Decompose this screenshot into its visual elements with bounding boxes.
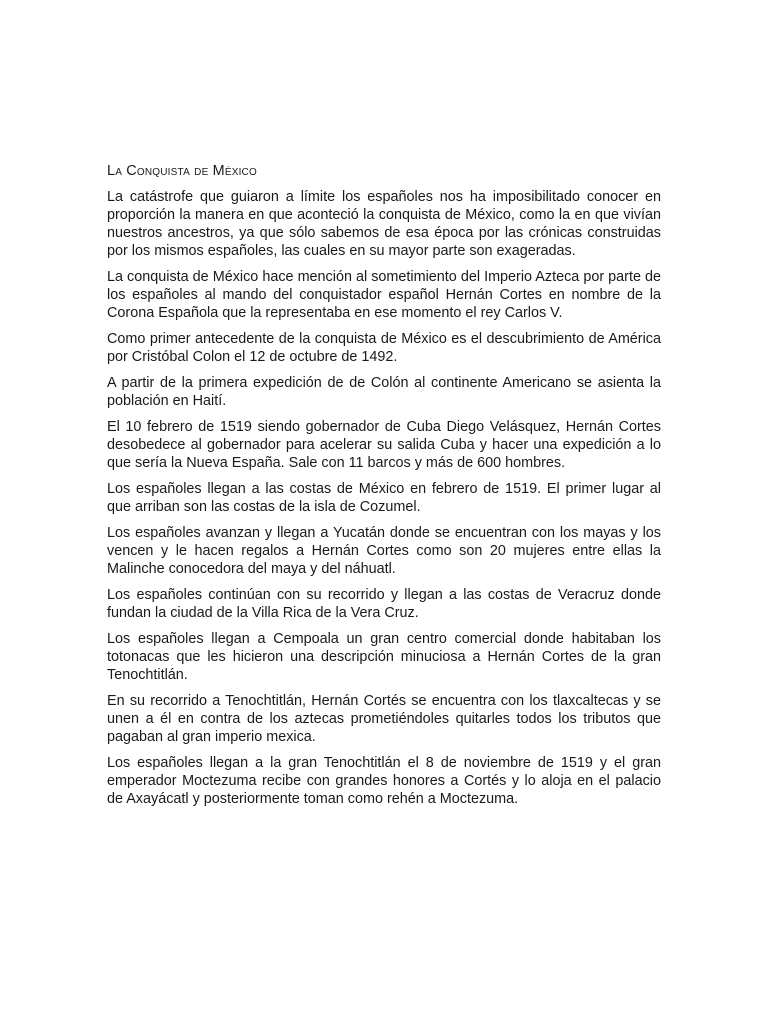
paragraph-7: Los españoles avanzan y llegan a Yucatán donde se encuentran con los mayas y los vencen y le hacen regalos a Hernán Cortes como son 20 mujeres entre ellas la Malinche conocedora del maya y del náhuatl.: [107, 525, 661, 577]
paragraph-6: Los españoles llegan a las costas de México en febrero de 1519. El primer lugar al que arriban son las costas de la isla de Cozumel.: [107, 481, 661, 515]
paragraph-5: El 10 febrero de 1519 siendo gobernador de Cuba Diego Velásquez, Hernán Cortes desobedece al gobernador para acelerar su salida Cuba y hacer una expedición a lo que sería la Nueva España. Sale con 11 barcos y más de 600 hombres.: [107, 419, 661, 471]
paragraph-2: La conquista de México hace mención al sometimiento del Imperio Azteca por parte de los españoles al mando del conquistador español Hernán Cortes en nombre de la Corona Española que la representaba en ese momento el rey Carlos V.: [107, 269, 661, 321]
paragraph-1: La catástrofe que guiaron a límite los españoles nos ha imposibilitado conocer en proporción la manera en que aconteció la conquista de México, como la en que vivían nuestros ancestros, ya que sólo sabemos de esa época por las crónicas construidas por los mismos españoles, las cuales en su mayor parte son exageradas.: [107, 189, 661, 259]
document-page: [107, 162, 661, 816]
paragraph-10: En su recorrido a Tenochtitlán, Hernán Cortés se encuentra con los tlaxcaltecas y se unen a él en contra de los aztecas prometiéndoles quitarles todos los tributos que pagaban al gran imperio mexica.: [107, 693, 661, 745]
paragraph-9: Los españoles llegan a Cempoala un gran centro comercial donde habitaban los totonacas que les hicieron una descripción minuciosa a Hernán Cortes de la gran Tenochtitlán.: [107, 631, 661, 683]
paragraph-11: Los españoles llegan a la gran Tenochtitlán el 8 de noviembre de 1519 y el gran emperador Moctezuma recibe con grandes honores a Cortés y lo aloja en el palacio de Axayácatl y posteriormente toman como rehén a Moctezuma.: [107, 755, 661, 807]
paragraph-3: Como primer antecedente de la conquista de México es el descubrimiento de América por Cristóbal Colon el 12 de octubre de 1492.: [107, 331, 661, 365]
paragraph-4: A partir de la primera expedición de de Colón al continente Americano se asienta la población en Haití.: [107, 375, 661, 409]
document-title: La Conquista de México: [107, 163, 257, 179]
paragraph-8: Los españoles continúan con su recorrido y llegan a las costas de Veracruz donde fundan la ciudad de la Villa Rica de la Vera Cruz.: [107, 587, 661, 621]
